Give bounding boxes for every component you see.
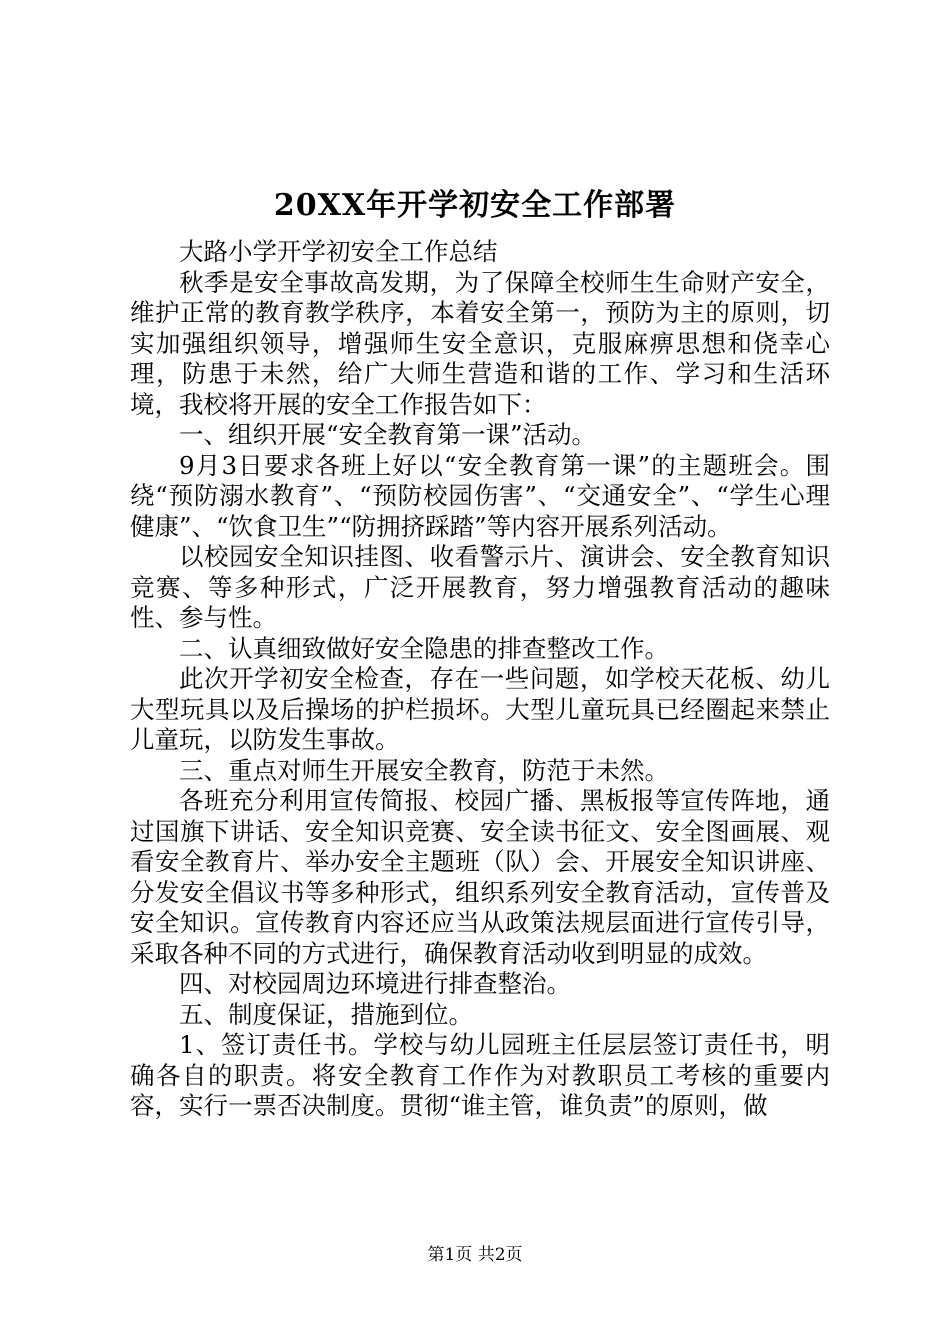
page-number: 第1页 共2页	[427, 1245, 523, 1265]
section-heading-5: 五、制度保证，措施到位。	[179, 999, 473, 1029]
body-paragraph: 以校园安全知识挂图、收看警示片、演讲会、安全教育知识竞赛、等多种形式，广泛开展教育，努力增强教育活动的趣味性、参与性。	[130, 542, 830, 632]
section-heading-1: 一、组织开展“安全教育第一课”活动。	[179, 420, 597, 449]
subtitle-paragraph: 大路小学开学初安全工作总结	[179, 237, 498, 266]
body-paragraph: 1、签订责任书。学校与幼儿园班主任层层签订责任书，明确各自的职责。将安全教育工作作为对教职员工考核的重要内容，实行一票否决制度。贯彻“谁主管，谁负责”的原则，做	[130, 1030, 830, 1120]
section-heading-4: 四、对校园周边环境进行排查整治。	[179, 969, 571, 998]
body-paragraph: 9月3日要求各班上好以“安全教育第一课”的主题班会。围绕“预防溺水教育”、“预防校园伤害”、“交通安全”、“学生心理健康”、“饮食卫生”“防拥挤踩踏”等内容开展系列活动。	[130, 450, 830, 541]
document-title: 20XX年开学初安全工作部署	[273, 188, 677, 223]
intro-paragraph: 秋季是安全事故高发期，为了保障全校师生生命财产安全，维护正常的教育教学秩序，本着安全第一，预防为主的原则，切实加强组织领导，增强师生安全意识，克服麻痹思想和侥幸心理，防患于未然，给广大师生营造和谐的工作、学习和生活环境，我校将开展的安全工作报告如下：	[130, 267, 830, 419]
section-heading-2: 二、认真细致做好安全隐患的排查整改工作。	[179, 633, 669, 663]
section-heading-3: 三、重点对师生开展安全教育，防范于未然。	[179, 755, 669, 785]
body-paragraph: 此次开学初安全检查，存在一些问题，如学校天花板、幼儿大型玩具以及后操场的护栏损坏。大型儿童玩具已经圈起来禁止儿童玩，以防发生事故。	[130, 664, 830, 754]
document-body	[130, 237, 830, 1122]
body-paragraph: 各班充分利用宣传简报、校园广播、黑板报等宣传阵地，通过国旗下讲话、安全知识竞赛、安全读书征文、安全图画展、观看安全教育片、举办安全主题班（队）会、开展安全知识讲座、分发安全倡议书等多种形式，组织系列安全教育活动，宣传普及安全知识。宣传教育内容还应当从政策法规层面进行宣传引导，采取各种不同的方式进行，确保教育活动收到明显的成效。	[130, 786, 830, 968]
